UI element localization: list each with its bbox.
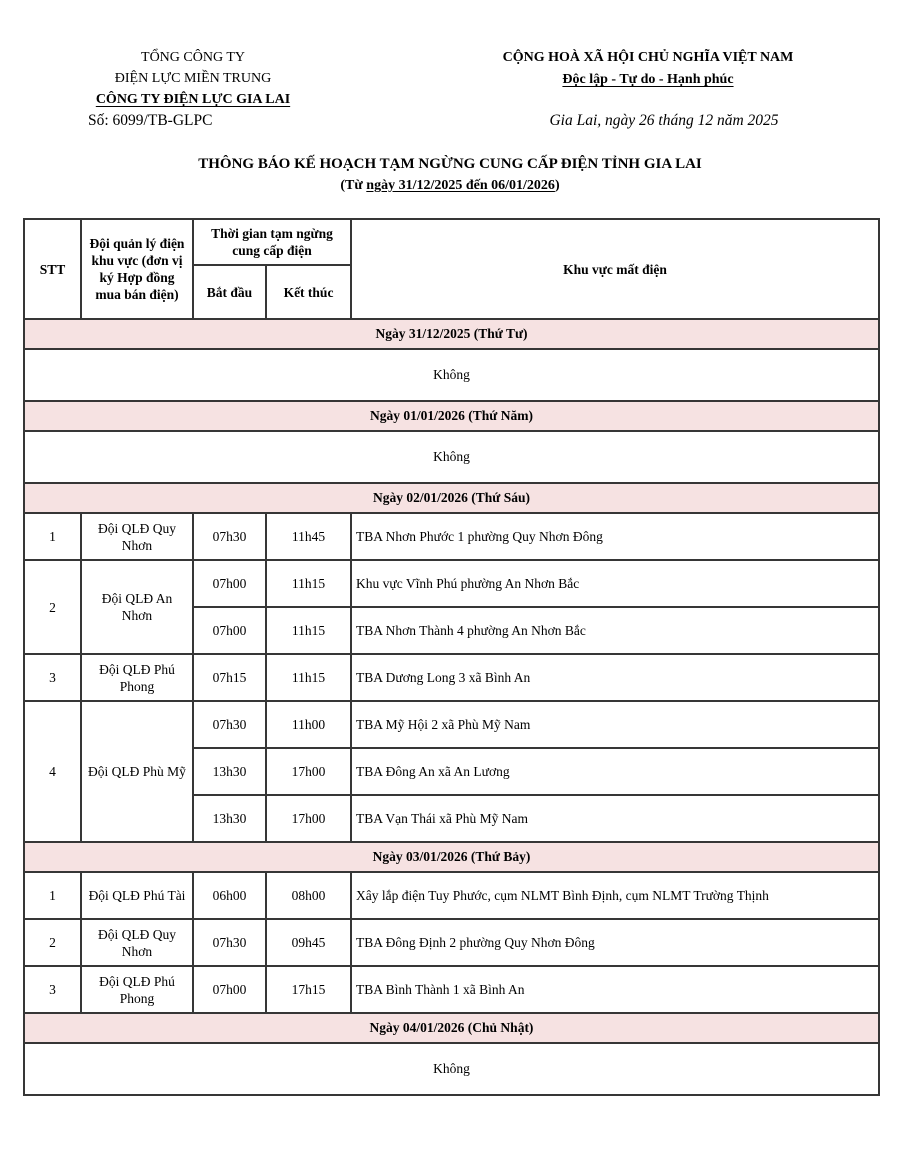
national-header: CỘNG HOÀ XÃ HỘI CHỦ NGHĨA VIỆT NAM	[502, 50, 794, 65]
outage-row	[24, 966, 879, 1013]
col-header-start: Bắt đầu	[193, 265, 266, 319]
day-band-row	[24, 483, 879, 513]
issuer-company-name: CÔNG TY ĐIỆN LỰC GIA LAI	[95, 92, 291, 107]
end-time-cell: 11h15	[266, 607, 351, 654]
start-time-cell: 07h00	[193, 607, 266, 654]
no-outage-row	[24, 349, 879, 401]
stt-cell: 2	[24, 560, 81, 654]
national-motto-block	[452, 48, 844, 90]
start-time-cell: 13h30	[193, 748, 266, 795]
stt-cell: 3	[24, 966, 81, 1013]
outage-row	[24, 560, 879, 607]
day-band-label: Ngày 31/12/2025 (Thứ Tư)	[24, 319, 879, 349]
end-time-cell: 11h15	[266, 560, 351, 607]
col-header-time-group: Thời gian tạm ngừng cung cấp điện	[193, 219, 351, 265]
end-time-cell: 11h00	[266, 701, 351, 748]
day-band-label: Ngày 03/01/2026 (Thứ Bảy)	[24, 842, 879, 872]
col-header-stt: STT	[24, 219, 81, 319]
issuer-block	[62, 47, 324, 110]
team-cell: Đội QLĐ Quy Nhơn	[81, 919, 193, 966]
table-header	[24, 219, 879, 319]
day-band-label: Ngày 04/01/2026 (Chủ Nhật)	[24, 1013, 879, 1043]
area-cell: Khu vực Vĩnh Phú phường An Nhơn Bắc	[351, 560, 879, 607]
outage-row	[24, 654, 879, 701]
start-time-cell: 07h15	[193, 654, 266, 701]
stt-cell: 1	[24, 872, 81, 919]
subtitle-close: )	[554, 178, 560, 193]
document-number: Số: 6099/TB-GLPC	[88, 112, 213, 129]
day-band-row	[24, 401, 879, 431]
no-outage-row	[24, 431, 879, 483]
start-time-cell: 07h30	[193, 701, 266, 748]
stt-cell: 4	[24, 701, 81, 842]
start-time-cell: 06h00	[193, 872, 266, 919]
no-outage-label: Không	[24, 349, 879, 401]
team-cell: Đội QLĐ Phú Phong	[81, 966, 193, 1013]
area-cell: TBA Đông Định 2 phường Quy Nhơn Đông	[351, 919, 879, 966]
col-header-area: Khu vực mất điện	[351, 219, 879, 319]
no-outage-row	[24, 1043, 879, 1095]
end-time-cell: 08h00	[266, 872, 351, 919]
end-time-cell: 11h45	[266, 513, 351, 560]
area-cell: Xây lắp điện Tuy Phước, cụm NLMT Bình Định, cụm NLMT Trường Thịnh	[351, 872, 879, 919]
national-motto: Độc lập - Tự do - Hạnh phúc	[562, 72, 734, 87]
day-band-label: Ngày 02/01/2026 (Thứ Sáu)	[24, 483, 879, 513]
no-outage-label: Không	[24, 431, 879, 483]
day-band-row	[24, 842, 879, 872]
area-cell: TBA Mỹ Hội 2 xã Phù Mỹ Nam	[351, 701, 879, 748]
end-time-cell: 17h00	[266, 795, 351, 842]
issuer-parent-company-line2: ĐIỆN LỰC MIỀN TRUNG	[114, 71, 272, 86]
area-cell: TBA Vạn Thái xã Phù Mỹ Nam	[351, 795, 879, 842]
outage-row	[24, 872, 879, 919]
start-time-cell: 07h30	[193, 513, 266, 560]
table-body	[24, 319, 879, 1095]
end-time-cell: 11h15	[266, 654, 351, 701]
area-cell: TBA Đông An xã An Lương	[351, 748, 879, 795]
start-time-cell: 13h30	[193, 795, 266, 842]
end-time-cell: 17h00	[266, 748, 351, 795]
day-band-row	[24, 319, 879, 349]
subtitle-date-range: ngày 31/12/2025 đến 06/01/2026	[366, 178, 555, 193]
title-block	[0, 156, 900, 194]
area-cell: TBA Dương Long 3 xã Bình An	[351, 654, 879, 701]
area-cell: TBA Nhơn Phước 1 phường Quy Nhơn Đông	[351, 513, 879, 560]
stt-cell: 3	[24, 654, 81, 701]
outage-row	[24, 513, 879, 560]
team-cell: Đội QLĐ Phù Mỹ	[81, 701, 193, 842]
stt-cell: 2	[24, 919, 81, 966]
document-title: THÔNG BÁO KẾ HOẠCH TẠM NGỪNG CUNG CẤP ĐIỆN TỈNH GIA LAI	[198, 156, 702, 172]
area-cell: TBA Nhơn Thành 4 phường An Nhơn Bắc	[351, 607, 879, 654]
place-date-line: Gia Lai, ngày 26 tháng 12 năm 2025	[549, 112, 779, 129]
team-cell: Đội QLĐ Quy Nhơn	[81, 513, 193, 560]
no-outage-label: Không	[24, 1043, 879, 1095]
outage-row	[24, 701, 879, 748]
team-cell: Đội QLĐ An Nhơn	[81, 560, 193, 654]
end-time-cell: 17h15	[266, 966, 351, 1013]
end-time-cell: 09h45	[266, 919, 351, 966]
start-time-cell: 07h30	[193, 919, 266, 966]
col-header-end: Kết thúc	[266, 265, 351, 319]
outage-row	[24, 919, 879, 966]
area-cell: TBA Bình Thành 1 xã Bình An	[351, 966, 879, 1013]
day-band-label: Ngày 01/01/2026 (Thứ Năm)	[24, 401, 879, 431]
day-band-row	[24, 1013, 879, 1043]
start-time-cell: 07h00	[193, 966, 266, 1013]
outage-schedule-table	[23, 218, 880, 1096]
team-cell: Đội QLĐ Phú Phong	[81, 654, 193, 701]
subtitle-open: (Từ	[340, 178, 367, 193]
issuer-parent-company-line1: TỔNG CÔNG TY	[141, 50, 245, 65]
stt-cell: 1	[24, 513, 81, 560]
document-subtitle	[0, 178, 900, 194]
col-header-team: Đội quản lý điện khu vực (đơn vị ký Hợp đồng mua bán điện)	[81, 219, 193, 319]
start-time-cell: 07h00	[193, 560, 266, 607]
team-cell: Đội QLĐ Phú Tài	[81, 872, 193, 919]
